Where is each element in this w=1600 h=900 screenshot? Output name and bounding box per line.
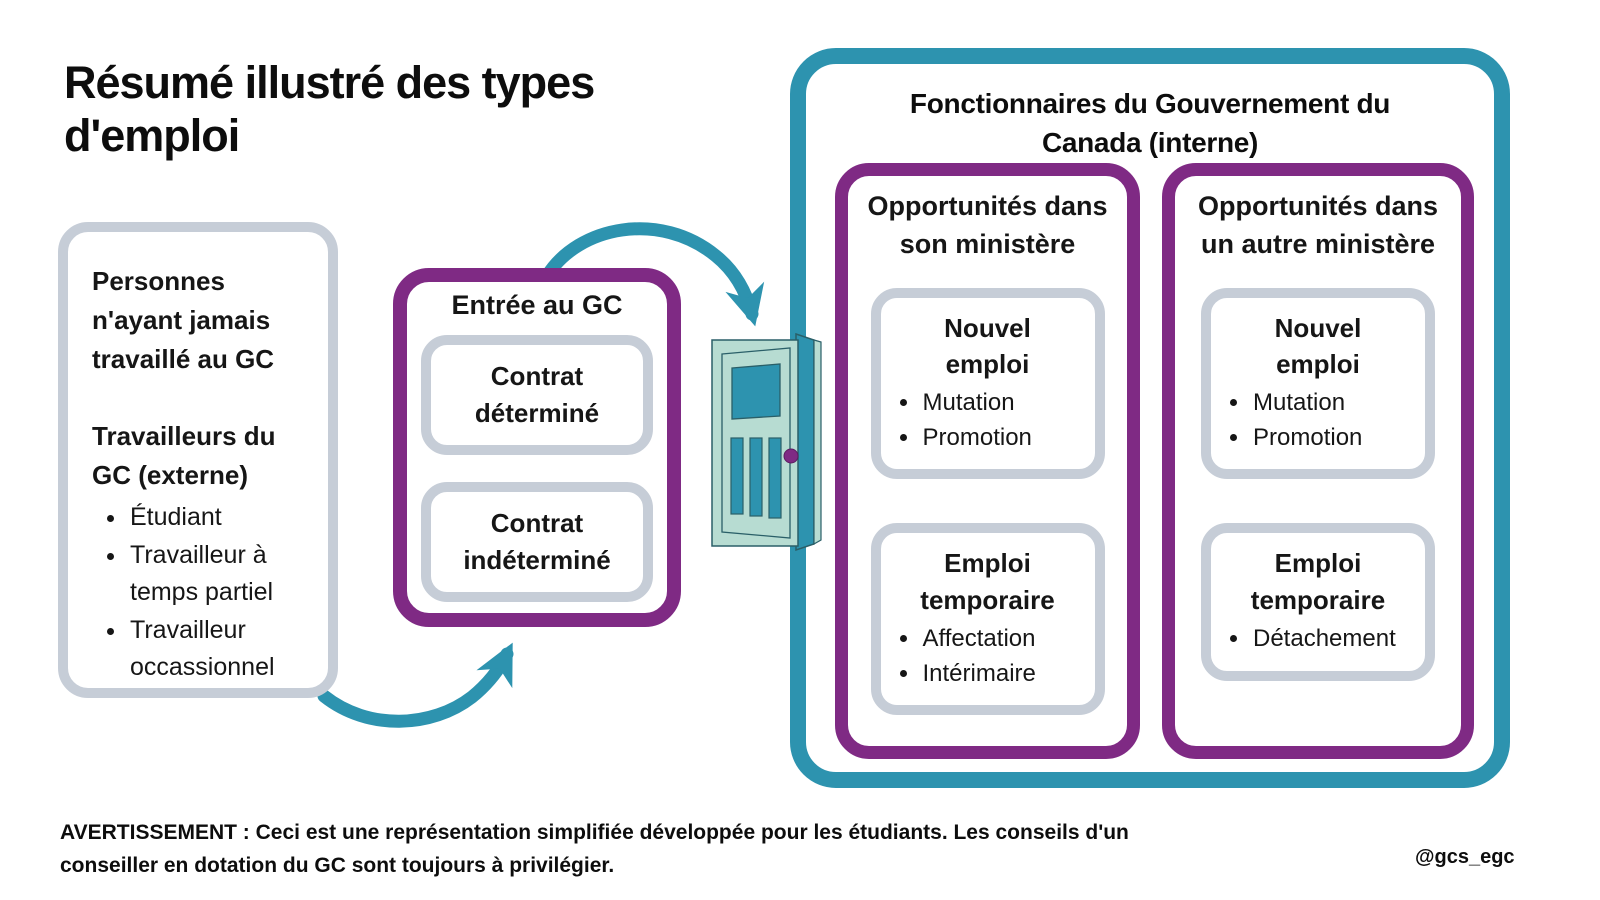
list-item: • Travailleur occassionnel <box>128 612 310 687</box>
list-item: • Mutation <box>1251 386 1417 421</box>
page-title: Résumé illustré des types d'emploi <box>64 57 595 162</box>
external-workers-list <box>92 499 310 687</box>
list-item: • Étudiant <box>128 499 310 537</box>
new-job-card <box>871 288 1105 480</box>
new-job-card <box>1201 288 1435 480</box>
list-item: • Détachement <box>1251 622 1417 657</box>
opportunities-own-ministry-box <box>835 163 1140 759</box>
list-item: • Intérimaire <box>921 657 1087 692</box>
list-item: • Affectation <box>921 622 1087 657</box>
external-workers-box <box>58 222 338 698</box>
card-bullet-list <box>889 622 1087 691</box>
government-internal-title: Fonctionnaires du Gouvernement du Canada (interne) <box>909 88 1391 159</box>
card-bullet-list <box>889 386 1087 455</box>
card-label: Contrat indéterminé <box>463 507 611 575</box>
entry-gc-box <box>393 268 681 627</box>
card-label: Contrat déterminé <box>474 361 600 428</box>
column-title: Opportunités dans un autre ministère <box>1197 191 1438 259</box>
opportunities-other-ministry-box <box>1162 163 1474 759</box>
card-bullet-list <box>1219 386 1417 455</box>
contract-card-determinate <box>421 335 653 455</box>
list-item: • Mutation <box>921 386 1087 421</box>
entry-gc-title: Entrée au GC <box>451 290 623 320</box>
external-heading-workers: Travailleurs du GC (externe) <box>92 421 276 490</box>
card-title: Nouvel emploi <box>1274 312 1362 379</box>
card-bullet-list <box>1219 622 1417 657</box>
temporary-job-card <box>871 523 1105 715</box>
contract-card-indeterminate <box>421 482 653 602</box>
list-item: • Travailleur à temps partiel <box>128 537 310 612</box>
list-item: • Promotion <box>921 421 1087 456</box>
temporary-job-card <box>1201 523 1435 680</box>
disclaimer-text: AVERTISSEMENT : Ceci est une représentation simplifiée développée pour les étudiants. Les conseils d'un conseiller en dotation du GC sont toujours à privilégier. <box>60 821 1129 878</box>
column-title: Opportunités dans son ministère <box>867 191 1108 259</box>
card-title: Nouvel emploi <box>944 312 1031 379</box>
door-icon <box>700 326 832 558</box>
card-title: Emploi temporaire <box>920 548 1055 615</box>
social-handle: @gcs_egc <box>1415 846 1515 868</box>
external-heading-never-worked: Personnes n'ayant jamais travaillé au GC <box>92 266 275 374</box>
government-internal-box <box>790 48 1510 788</box>
list-item: • Promotion <box>1251 421 1417 456</box>
card-title: Emploi temporaire <box>1250 548 1386 615</box>
